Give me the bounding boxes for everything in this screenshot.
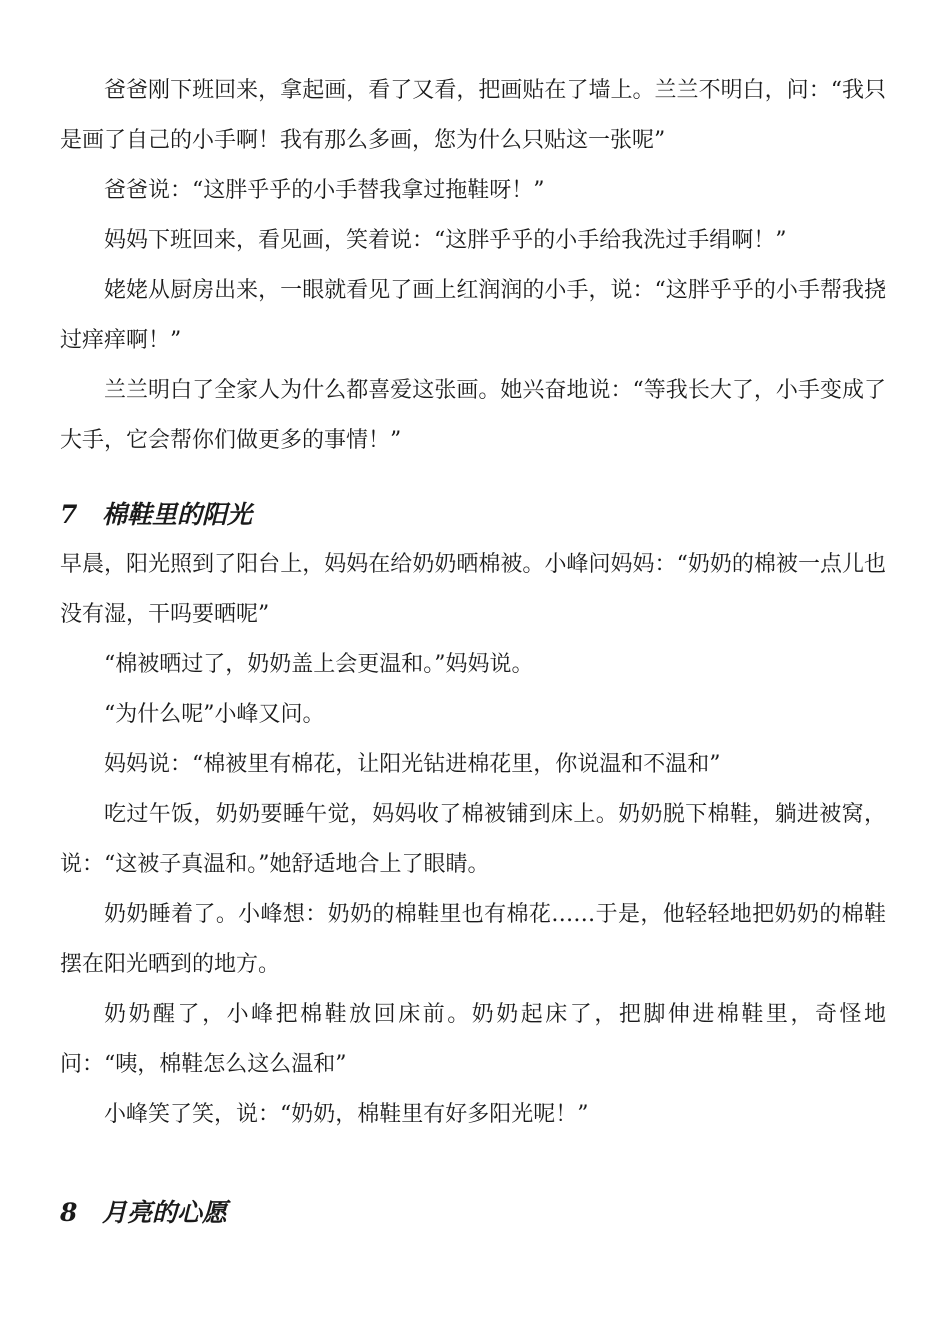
story-paragraph: 奶奶醒了，小峰把棉鞋放回床前。奶奶起床了，把脚伸进棉鞋里，奇怪地问：“咦，棉鞋怎么这么温和” [60,1002,886,1077]
story-paragraph: “棉被晒过了，奶奶盖上会更温和。”妈妈说。 [104,652,534,677]
story-paragraph: 妈妈说：“棉被里有棉花，让阳光钻进棉花里，你说温和不温和” [104,752,721,777]
section-number: 8 [60,1198,78,1227]
story-paragraph: “为什么呢”小峰又问。 [104,702,325,727]
document-page [60,66,886,1238]
story-paragraph: 姥姥从厨房出来，一眼就看见了画上红润润的小手，说：“这胖乎乎的小手帮我挠过痒痒啊！” [60,278,886,353]
story-paragraph: 早晨，阳光照到了阳台上，妈妈在给奶奶晒棉被。小峰问妈妈：“奶奶的棉被一点儿也没有湿，干吗要晒呢” [60,552,886,627]
story-paragraph: 奶奶睡着了。小峰想：奶奶的棉鞋里也有棉花……于是，他轻轻地把奶奶的棉鞋摆在阳光晒到的地方。 [60,902,886,977]
story-paragraph: 爸爸说：“这胖乎乎的小手替我拿过拖鞋呀！” [104,178,545,203]
section-spacer [60,1140,886,1188]
story-paragraph: 妈妈下班回来，看见画，笑着说：“这胖乎乎的小手给我洗过手绢啊！” [104,228,787,253]
section-heading-7 [60,490,886,540]
section-spacer [60,466,886,490]
section-title: 棉鞋里的阳光 [102,500,253,529]
story-paragraph: 爸爸刚下班回来，拿起画，看了又看，把画贴在了墙上。兰兰不明白，问：“我只是画了自己的小手啊！我有那么多画，您为什么只贴这一张呢” [60,78,886,153]
story-paragraph: 小峰笑了笑，说：“奶奶，棉鞋里有好多阳光呢！” [104,1102,589,1127]
section-heading-8 [60,1188,886,1238]
section-number: 7 [60,500,78,529]
story-paragraph: 兰兰明白了全家人为什么都喜爱这张画。她兴奋地说：“等我长大了，小手变成了大手，它会帮你们做更多的事情！” [60,378,886,453]
story-paragraph: 吃过午饭，奶奶要睡午觉，妈妈收了棉被铺到床上。奶奶脱下棉鞋，躺进被窝，说：“这被子真温和。”她舒适地合上了眼睛。 [60,802,886,877]
section-title: 月亮的心愿 [102,1198,228,1227]
